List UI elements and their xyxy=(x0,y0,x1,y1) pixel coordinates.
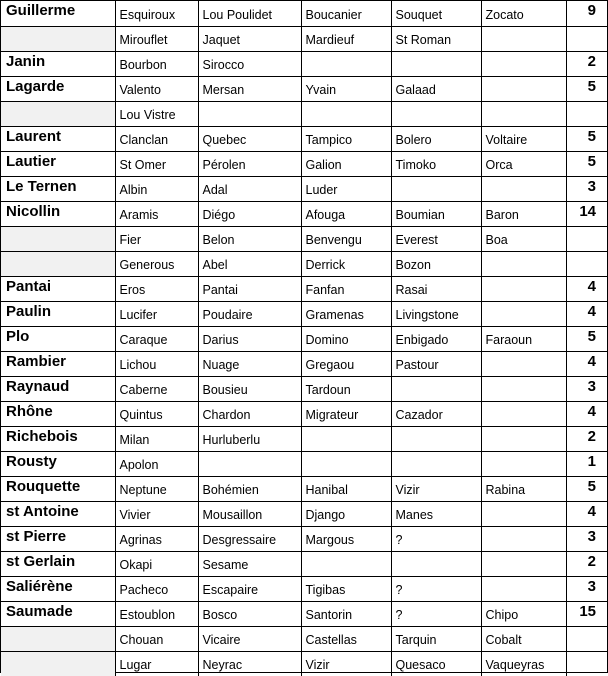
table-row xyxy=(1,552,607,577)
name-cell[interactable]: Cobalt xyxy=(481,627,566,652)
name-cell[interactable]: Bohémien xyxy=(198,477,301,502)
name-cell[interactable]: Mardieuf xyxy=(301,27,391,52)
name-cell[interactable]: Hurluberlu xyxy=(198,427,301,452)
name-cell[interactable]: Sesame xyxy=(198,552,301,577)
name-cell[interactable]: Rabina xyxy=(481,477,566,502)
name-cell[interactable]: Lou Vistre xyxy=(115,102,198,127)
name-cell[interactable] xyxy=(481,502,566,527)
table-row xyxy=(1,202,607,227)
count-cell[interactable] xyxy=(566,102,607,127)
table-row xyxy=(1,327,607,352)
table-row xyxy=(1,452,607,477)
count-cell[interactable]: 5 xyxy=(566,152,607,177)
owner-cell[interactable]: Le Ternen xyxy=(1,177,115,202)
name-cell[interactable] xyxy=(391,552,481,577)
name-cell[interactable]: Eros xyxy=(115,277,198,302)
table-row xyxy=(1,27,607,52)
name-cell[interactable]: Livingstone xyxy=(391,302,481,327)
table-row xyxy=(1,102,607,127)
name-cell[interactable]: Rasai xyxy=(391,277,481,302)
count-cell[interactable]: 5 xyxy=(566,327,607,352)
owner-cell[interactable]: Rambier xyxy=(1,352,115,377)
name-cell[interactable]: Pacheco xyxy=(115,577,198,602)
name-cell[interactable]: Diégo xyxy=(198,202,301,227)
name-cell[interactable]: Estoublon xyxy=(115,602,198,627)
name-cell[interactable]: St Omer xyxy=(115,152,198,177)
owner-cell[interactable] xyxy=(1,102,115,127)
table-row xyxy=(1,352,607,377)
name-cell[interactable]: Faraoun xyxy=(481,327,566,352)
owner-cell[interactable]: st Pierre xyxy=(1,527,115,552)
name-cell[interactable]: Vivier xyxy=(115,502,198,527)
name-cell[interactable]: ? xyxy=(391,577,481,602)
count-cell[interactable] xyxy=(566,252,607,277)
name-cell[interactable]: Chouan xyxy=(115,627,198,652)
count-cell[interactable]: 2 xyxy=(566,52,607,77)
table-row xyxy=(1,277,607,302)
table-row xyxy=(1,1,607,27)
name-cell[interactable]: Tampico xyxy=(301,127,391,152)
count-cell[interactable] xyxy=(566,652,607,676)
name-cell[interactable]: Tarquin xyxy=(391,627,481,652)
name-cell[interactable]: Vaqueyras xyxy=(481,652,566,676)
name-cell[interactable]: Jaquet xyxy=(198,27,301,52)
name-cell[interactable]: Bousieu xyxy=(198,377,301,402)
table-row xyxy=(1,577,607,602)
name-cell[interactable]: Quesaco xyxy=(391,652,481,676)
table-row xyxy=(1,302,607,327)
name-cell[interactable] xyxy=(198,452,301,477)
table-row xyxy=(1,127,607,152)
name-cell[interactable]: Derrick xyxy=(301,252,391,277)
name-cell[interactable]: Baron xyxy=(481,202,566,227)
count-cell[interactable]: 4 xyxy=(566,502,607,527)
name-cell[interactable] xyxy=(481,27,566,52)
name-cell[interactable]: Adal xyxy=(198,177,301,202)
name-cell[interactable]: Mersan xyxy=(198,77,301,102)
name-cell[interactable] xyxy=(301,552,391,577)
name-cell[interactable]: Zocato xyxy=(481,1,566,27)
name-cell[interactable]: St Roman xyxy=(391,27,481,52)
count-cell[interactable] xyxy=(566,627,607,652)
name-cell[interactable] xyxy=(481,277,566,302)
name-cell[interactable]: Vicaire xyxy=(198,627,301,652)
count-cell[interactable]: 15 xyxy=(566,602,607,627)
name-cell[interactable]: Poudaire xyxy=(198,302,301,327)
name-cell[interactable]: Souquet xyxy=(391,1,481,27)
name-cell[interactable] xyxy=(391,377,481,402)
name-cell[interactable]: Esquiroux xyxy=(115,1,198,27)
count-cell[interactable]: 1 xyxy=(566,452,607,477)
name-cell[interactable]: Everest xyxy=(391,227,481,252)
name-cell[interactable] xyxy=(481,52,566,77)
name-cell[interactable]: Galion xyxy=(301,152,391,177)
name-cell[interactable]: Domino xyxy=(301,327,391,352)
count-cell[interactable]: 3 xyxy=(566,177,607,202)
owner-cell[interactable]: Laurent xyxy=(1,127,115,152)
name-cell[interactable] xyxy=(481,352,566,377)
name-cell[interactable] xyxy=(481,252,566,277)
name-cell[interactable]: Benvengu xyxy=(301,227,391,252)
count-cell[interactable]: 5 xyxy=(566,127,607,152)
name-cell[interactable]: ? xyxy=(391,602,481,627)
name-cell[interactable]: Belon xyxy=(198,227,301,252)
owner-cell[interactable] xyxy=(1,27,115,52)
owner-cell[interactable]: Plo xyxy=(1,327,115,352)
name-cell[interactable] xyxy=(301,102,391,127)
owner-cell[interactable]: Raynaud xyxy=(1,377,115,402)
name-cell[interactable]: Orca xyxy=(481,152,566,177)
name-cell[interactable]: Hanibal xyxy=(301,477,391,502)
name-cell[interactable]: Agrinas xyxy=(115,527,198,552)
name-cell[interactable] xyxy=(481,427,566,452)
name-cell[interactable]: Voltaire xyxy=(481,127,566,152)
count-cell[interactable]: 9 xyxy=(566,1,607,27)
name-cell[interactable] xyxy=(481,77,566,102)
name-cell[interactable]: Cazador xyxy=(391,402,481,427)
name-cell[interactable]: Vizir xyxy=(301,652,391,676)
table-row xyxy=(1,52,607,77)
name-cell[interactable]: Bolero xyxy=(391,127,481,152)
name-cell[interactable] xyxy=(391,102,481,127)
count-cell[interactable] xyxy=(566,27,607,52)
name-cell[interactable]: Mousaillon xyxy=(198,502,301,527)
name-cell[interactable]: Lucifer xyxy=(115,302,198,327)
count-cell[interactable]: 5 xyxy=(566,477,607,502)
owner-cell[interactable] xyxy=(1,252,115,277)
name-cell[interactable]: Margous xyxy=(301,527,391,552)
name-cell[interactable]: Caberne xyxy=(115,377,198,402)
name-cell[interactable] xyxy=(481,102,566,127)
count-cell[interactable]: 5 xyxy=(566,77,607,102)
count-cell[interactable]: 3 xyxy=(566,577,607,602)
name-cell[interactable]: Desgressaire xyxy=(198,527,301,552)
name-cell[interactable]: Clanclan xyxy=(115,127,198,152)
name-cell[interactable]: Fanfan xyxy=(301,277,391,302)
owner-cell[interactable]: st Antoine xyxy=(1,502,115,527)
name-cell[interactable]: Pastour xyxy=(391,352,481,377)
table-row xyxy=(1,602,607,627)
name-cell[interactable] xyxy=(198,102,301,127)
owner-cell[interactable] xyxy=(1,227,115,252)
name-cell[interactable]: Gramenas xyxy=(301,302,391,327)
name-cell[interactable]: Boucanier xyxy=(301,1,391,27)
name-cell[interactable]: Caraque xyxy=(115,327,198,352)
owner-cell[interactable]: Janin xyxy=(1,52,115,77)
name-cell[interactable]: Boumian xyxy=(391,202,481,227)
owner-cell[interactable]: Lautier xyxy=(1,152,115,177)
name-cell[interactable] xyxy=(481,402,566,427)
name-cell[interactable]: Yvain xyxy=(301,77,391,102)
name-cell[interactable] xyxy=(391,52,481,77)
name-cell[interactable]: Aramis xyxy=(115,202,198,227)
count-cell[interactable]: 2 xyxy=(566,552,607,577)
owner-cell[interactable] xyxy=(1,652,115,676)
owner-cell[interactable]: st Gerlain xyxy=(1,552,115,577)
count-cell[interactable]: 14 xyxy=(566,202,607,227)
name-cell[interactable] xyxy=(481,177,566,202)
table-row xyxy=(1,402,607,427)
table-row xyxy=(1,652,607,676)
name-cell[interactable] xyxy=(391,427,481,452)
name-cell[interactable]: Okapi xyxy=(115,552,198,577)
name-cell[interactable]: Lugar xyxy=(115,652,198,676)
name-cell[interactable]: Neptune xyxy=(115,477,198,502)
count-cell[interactable]: 2 xyxy=(566,427,607,452)
name-cell[interactable]: Chipo xyxy=(481,602,566,627)
name-cell[interactable]: Bosco xyxy=(198,602,301,627)
name-cell[interactable]: Enbigado xyxy=(391,327,481,352)
count-cell[interactable]: 4 xyxy=(566,302,607,327)
name-cell[interactable]: Castellas xyxy=(301,627,391,652)
name-cell[interactable] xyxy=(481,552,566,577)
name-cell[interactable]: Bourbon xyxy=(115,52,198,77)
name-cell[interactable]: Lichou xyxy=(115,352,198,377)
name-cell[interactable]: Luder xyxy=(301,177,391,202)
name-cell[interactable] xyxy=(391,177,481,202)
name-cell[interactable] xyxy=(301,427,391,452)
table-row xyxy=(1,477,607,502)
name-cell[interactable] xyxy=(481,527,566,552)
owner-cell[interactable]: Rouquette xyxy=(1,477,115,502)
name-cell[interactable]: Santorin xyxy=(301,602,391,627)
owner-cell[interactable]: Rousty xyxy=(1,452,115,477)
name-cell[interactable]: Lou Poulidet xyxy=(198,1,301,27)
name-cell[interactable]: Nuage xyxy=(198,352,301,377)
name-cell[interactable]: Milan xyxy=(115,427,198,452)
name-cell[interactable]: Galaad xyxy=(391,77,481,102)
name-cell[interactable]: Vizir xyxy=(391,477,481,502)
table-body xyxy=(1,1,607,676)
name-cell[interactable]: ? xyxy=(391,527,481,552)
name-cell[interactable]: Escapaire xyxy=(198,577,301,602)
name-cell[interactable]: Tigibas xyxy=(301,577,391,602)
name-cell[interactable] xyxy=(481,377,566,402)
count-cell[interactable]: 3 xyxy=(566,527,607,552)
table-row xyxy=(1,627,607,652)
name-cell[interactable] xyxy=(481,577,566,602)
name-cell[interactable]: Timoko xyxy=(391,152,481,177)
owner-cell[interactable]: Saliérène xyxy=(1,577,115,602)
name-cell[interactable]: Darius xyxy=(198,327,301,352)
name-cell[interactable]: Migrateur xyxy=(301,402,391,427)
count-cell[interactable]: 4 xyxy=(566,277,607,302)
count-cell[interactable]: 3 xyxy=(566,377,607,402)
name-cell[interactable]: Neyrac xyxy=(198,652,301,676)
owner-cell[interactable]: Richebois xyxy=(1,427,115,452)
name-cell[interactable]: Chardon xyxy=(198,402,301,427)
name-cell[interactable]: Gregaou xyxy=(301,352,391,377)
count-cell[interactable] xyxy=(566,227,607,252)
owner-cell[interactable]: Lagarde xyxy=(1,77,115,102)
name-cell[interactable]: Pantai xyxy=(198,277,301,302)
name-cell[interactable] xyxy=(301,52,391,77)
bull-roster-table xyxy=(1,1,607,676)
name-cell[interactable]: Mirouflet xyxy=(115,27,198,52)
owner-cell[interactable]: Saumade xyxy=(1,602,115,627)
name-cell[interactable]: Boa xyxy=(481,227,566,252)
name-cell[interactable]: Generous xyxy=(115,252,198,277)
name-cell[interactable]: Django xyxy=(301,502,391,527)
name-cell[interactable]: Afouga xyxy=(301,202,391,227)
name-cell[interactable]: Albin xyxy=(115,177,198,202)
owner-cell[interactable]: Nicollin xyxy=(1,202,115,227)
name-cell[interactable] xyxy=(301,452,391,477)
name-cell[interactable]: Sirocco xyxy=(198,52,301,77)
table-row xyxy=(1,527,607,552)
table-row xyxy=(1,502,607,527)
count-cell[interactable]: 4 xyxy=(566,402,607,427)
table-row xyxy=(1,177,607,202)
owner-cell[interactable]: Guillerme xyxy=(1,1,115,27)
owner-cell[interactable]: Rhône xyxy=(1,402,115,427)
name-cell[interactable] xyxy=(481,302,566,327)
table-row xyxy=(1,252,607,277)
name-cell[interactable]: Bozon xyxy=(391,252,481,277)
owner-cell[interactable]: Paulin xyxy=(1,302,115,327)
name-cell[interactable]: Apolon xyxy=(115,452,198,477)
name-cell[interactable] xyxy=(481,452,566,477)
table-row xyxy=(1,152,607,177)
table-row xyxy=(1,77,607,102)
count-cell[interactable]: 4 xyxy=(566,352,607,377)
name-cell[interactable]: Quebec xyxy=(198,127,301,152)
table-row xyxy=(1,377,607,402)
name-cell[interactable]: Manes xyxy=(391,502,481,527)
name-cell[interactable]: Pérolen xyxy=(198,152,301,177)
name-cell[interactable]: Tardoun xyxy=(301,377,391,402)
owner-cell[interactable] xyxy=(1,627,115,652)
name-cell[interactable]: Fier xyxy=(115,227,198,252)
owner-cell[interactable]: Pantai xyxy=(1,277,115,302)
name-cell[interactable]: Abel xyxy=(198,252,301,277)
name-cell[interactable]: Valento xyxy=(115,77,198,102)
name-cell[interactable] xyxy=(391,452,481,477)
name-cell[interactable]: Quintus xyxy=(115,402,198,427)
table-row xyxy=(1,427,607,452)
table-row xyxy=(1,227,607,252)
